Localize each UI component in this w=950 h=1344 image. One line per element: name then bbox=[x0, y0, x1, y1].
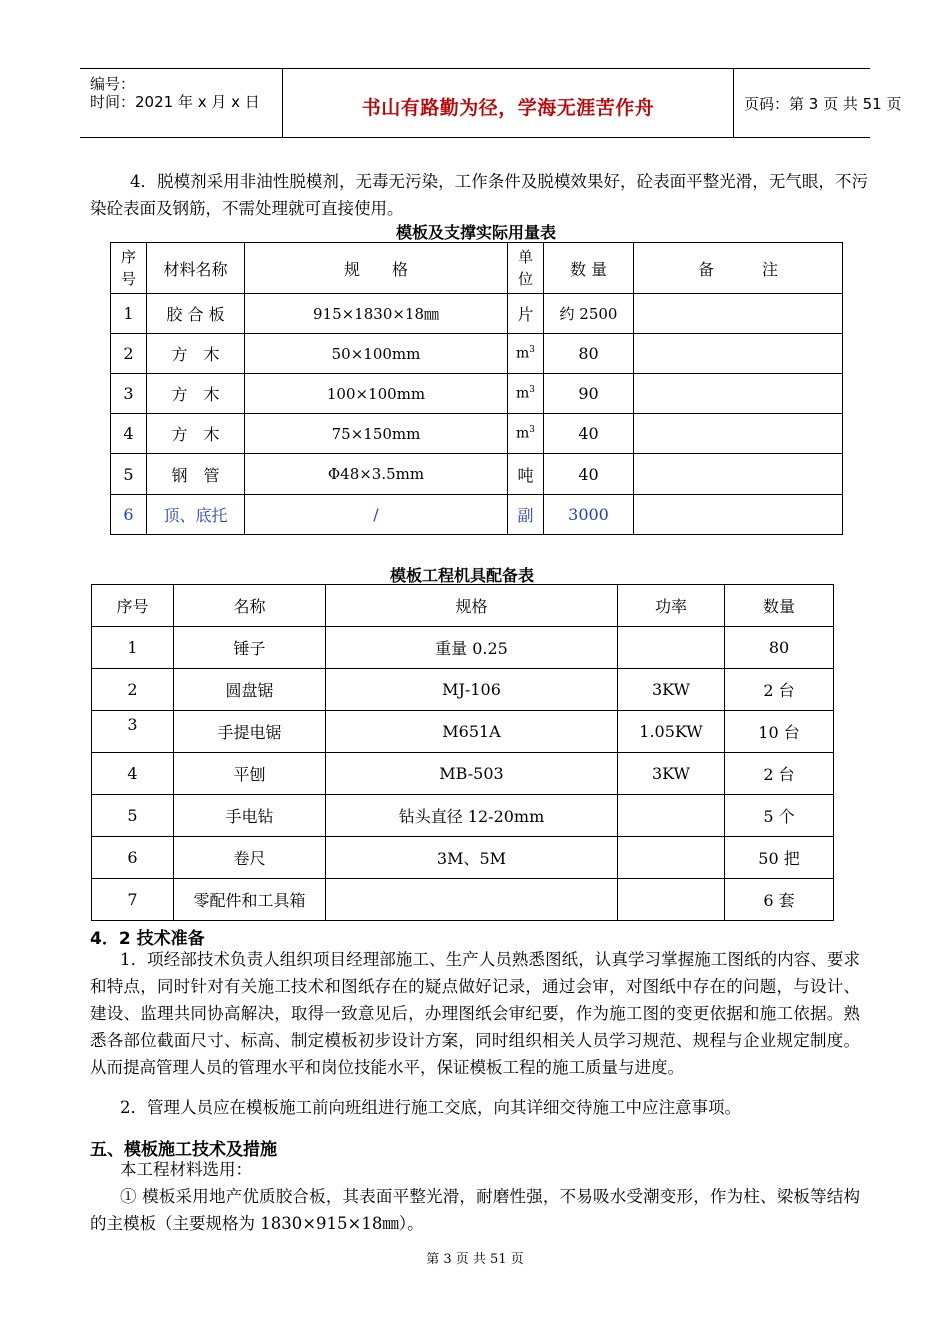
cell-spec: MB-503 bbox=[326, 753, 618, 795]
table-row bbox=[111, 334, 843, 374]
table-row bbox=[92, 795, 834, 837]
cell-name: 锤子 bbox=[174, 627, 326, 669]
cell-power bbox=[618, 879, 725, 921]
cell-note bbox=[634, 414, 843, 454]
cell-no: 5 bbox=[111, 454, 147, 495]
table-row bbox=[92, 711, 834, 753]
unit-sup: 3 bbox=[529, 425, 535, 436]
cell-name: 顶、底托 bbox=[147, 495, 245, 535]
cell-power: 1.05KW bbox=[618, 711, 725, 753]
cell-note bbox=[634, 374, 843, 414]
table-header-row bbox=[92, 585, 834, 627]
header-cell: 备 注 bbox=[634, 243, 843, 294]
header-cell: 序 号 bbox=[111, 243, 147, 294]
table-row bbox=[111, 294, 843, 334]
cell-name: 手电钻 bbox=[174, 795, 326, 837]
header-cell: 材料名称 bbox=[147, 243, 245, 294]
materials-table bbox=[110, 242, 843, 535]
unit-text: m bbox=[515, 425, 530, 442]
unit-text: m bbox=[515, 385, 530, 402]
cell-note bbox=[634, 454, 843, 495]
cell-no: 2 bbox=[111, 334, 147, 374]
table2-caption: 模板工程机具配备表 bbox=[389, 566, 534, 585]
cell-no: 2 bbox=[92, 669, 174, 711]
cell-spec: / bbox=[245, 495, 508, 535]
cell-spec: Φ48×3.5mm bbox=[245, 454, 508, 495]
cell-qty: 6 套 bbox=[725, 879, 834, 921]
intro-paragraph: 4．脱模剂采用非油性脱模剂，无毒无污染，工作条件及脱模效果好，砼表面平整光滑，无气眼，不污染砼表面及钢筋，不需处理就可直接使用。 bbox=[90, 172, 868, 218]
cell-qty: 40 bbox=[544, 454, 634, 495]
cell-spec: M651A bbox=[326, 711, 618, 753]
table-header-row bbox=[111, 243, 843, 294]
header-left-cell bbox=[80, 69, 282, 137]
cell-spec: 钻头直径 12-20mm bbox=[326, 795, 618, 837]
cell-no: 1 bbox=[111, 294, 147, 334]
table-row bbox=[92, 627, 834, 669]
cell-no: 7 bbox=[92, 879, 174, 921]
cell-no: 3 bbox=[111, 374, 147, 414]
section-4-2-paragraph-2: 2．管理人员应在模板施工前向班组进行施工交底，向其详细交待施工中应注意事项。 bbox=[120, 1098, 741, 1117]
tools-table bbox=[91, 584, 834, 921]
header-right-cell bbox=[734, 69, 902, 137]
cell-qty: 3000 bbox=[544, 495, 634, 535]
unit-sup: 3 bbox=[529, 385, 535, 396]
table-row bbox=[111, 374, 843, 414]
page-footer: 第 3 页 共 51 页 bbox=[426, 1252, 524, 1267]
header-cell: 规 格 bbox=[245, 243, 508, 294]
cell-name: 方 木 bbox=[147, 374, 245, 414]
cell-qty: 2 台 bbox=[725, 753, 834, 795]
cell-note bbox=[634, 495, 843, 535]
page-header bbox=[80, 68, 902, 138]
cell-note bbox=[634, 294, 843, 334]
table-row bbox=[111, 454, 843, 495]
cell-no: 4 bbox=[92, 753, 174, 795]
cell-no: 4 bbox=[111, 414, 147, 454]
header-page: 页码：第 3 页 共 51 页 bbox=[744, 95, 902, 113]
section-4-2-paragraph-1: 1．项经部技术负责人组织项目经理部施工、生产人员熟悉图纸，认真学习掌握施工图纸的内容、要求和特点，同时针对有关施工技术和图纸存在的疑点做好记录，通过会审，对图纸中存在的问题，与设计、建设、监理共同协高解决，取得一致意见后，办理图纸会审纪要，作为施工图的变更依据和施工依据。熟悉各部位截面尺寸、标高、制定模板初步设计方案，同时组织相关人员学习规范、规程与企业规定制度。从而提高管理人员的管理水平和岗位技能水平，保证模板工程的施工质量与进度。 bbox=[90, 950, 860, 1077]
unit-text: m bbox=[515, 345, 530, 362]
cell-unit: 片 bbox=[508, 294, 544, 334]
header-motto: 书山有路勤为径，学海无涯苦作舟 bbox=[361, 97, 655, 119]
header-cell: 序号 bbox=[92, 585, 174, 627]
section-5-paragraph-2: ① 模板采用地产优质胶合板，其表面平整光滑，耐磨性强，不易吸水受潮变形，作为柱、梁板等结构的主模板（主要规格为 1830×915×18㎜）。 bbox=[90, 1187, 860, 1233]
header-center-cell bbox=[282, 69, 734, 137]
header-code: 编号： bbox=[90, 75, 136, 93]
cell-power bbox=[618, 795, 725, 837]
section-5-heading: 五、模板施工技术及措施 bbox=[90, 1140, 277, 1160]
header-cell: 规格 bbox=[326, 585, 618, 627]
cell-name: 手提电锯 bbox=[174, 711, 326, 753]
cell-qty: 80 bbox=[544, 334, 634, 374]
cell-unit: 吨 bbox=[508, 454, 544, 495]
cell-spec: 重量 0.25 bbox=[326, 627, 618, 669]
cell-spec: 100×100mm bbox=[245, 374, 508, 414]
cell-spec: 50×100mm bbox=[245, 334, 508, 374]
table-row bbox=[92, 669, 834, 711]
table-row bbox=[92, 753, 834, 795]
header-cell: 名称 bbox=[174, 585, 326, 627]
cell-name: 圆盘锯 bbox=[174, 669, 326, 711]
cell-power: 3KW bbox=[618, 669, 725, 711]
section-4-2-heading: 4．2 技术准备 bbox=[90, 929, 205, 949]
cell-name: 零配件和工具箱 bbox=[174, 879, 326, 921]
cell-unit: 副 bbox=[508, 495, 544, 535]
header-cell: 功率 bbox=[618, 585, 725, 627]
table-row bbox=[92, 837, 834, 879]
cell-note bbox=[634, 334, 843, 374]
cell-no: 1 bbox=[92, 627, 174, 669]
cell-spec: 915×1830×18㎜ bbox=[245, 294, 508, 334]
cell-qty: 90 bbox=[544, 374, 634, 414]
cell-qty: 80 bbox=[725, 627, 834, 669]
header-cell: 数 量 bbox=[544, 243, 634, 294]
cell-qty: 5 个 bbox=[725, 795, 834, 837]
header-cell: 单 位 bbox=[508, 243, 544, 294]
header-cell: 数量 bbox=[725, 585, 834, 627]
cell-qty: 40 bbox=[544, 414, 634, 454]
cell-unit bbox=[508, 414, 544, 454]
cell-qty: 约 2500 bbox=[544, 294, 634, 334]
cell-name: 胶 合 板 bbox=[147, 294, 245, 334]
table-row bbox=[111, 414, 843, 454]
cell-no: 5 bbox=[92, 795, 174, 837]
cell-power bbox=[618, 627, 725, 669]
table-row bbox=[92, 879, 834, 921]
table1-caption: 模板及支撑实际用量表 bbox=[395, 223, 556, 242]
cell-spec: 75×150mm bbox=[245, 414, 508, 454]
cell-name: 平刨 bbox=[174, 753, 326, 795]
cell-name: 方 木 bbox=[147, 334, 245, 374]
cell-power bbox=[618, 837, 725, 879]
cell-no: 3 bbox=[92, 711, 174, 753]
cell-unit bbox=[508, 334, 544, 374]
cell-name: 卷尺 bbox=[174, 837, 326, 879]
header-time: 时间：2021 年 x 月 x 日 bbox=[90, 93, 260, 111]
cell-no: 6 bbox=[111, 495, 147, 535]
cell-qty: 10 台 bbox=[725, 711, 834, 753]
cell-name: 方 木 bbox=[147, 414, 245, 454]
cell-name: 钢 管 bbox=[147, 454, 245, 495]
cell-unit bbox=[508, 374, 544, 414]
section-5-paragraph-1: 本工程材料选用： bbox=[120, 1160, 252, 1179]
cell-no: 6 bbox=[92, 837, 174, 879]
cell-spec: 3M、5M bbox=[326, 837, 618, 879]
cell-spec: MJ-106 bbox=[326, 669, 618, 711]
cell-qty: 2 台 bbox=[725, 669, 834, 711]
cell-spec bbox=[326, 879, 618, 921]
cell-power: 3KW bbox=[618, 753, 725, 795]
unit-sup: 3 bbox=[529, 345, 535, 356]
table-row bbox=[111, 495, 843, 535]
cell-qty: 50 把 bbox=[725, 837, 834, 879]
